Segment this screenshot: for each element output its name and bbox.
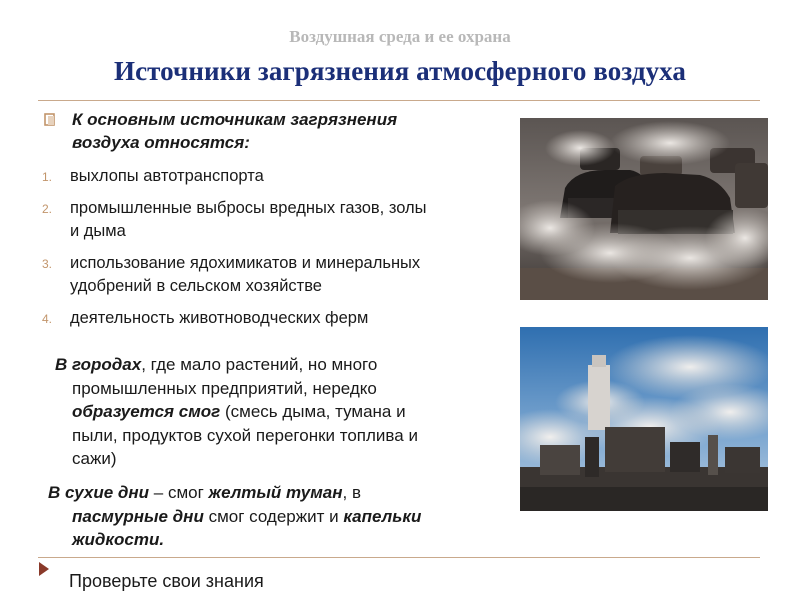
intro-text bbox=[72, 108, 492, 154]
list-item-text: деятельность животноводческих ферм bbox=[70, 309, 369, 327]
bold-term: образуется смог bbox=[72, 402, 221, 421]
cars-exhaust-photo bbox=[520, 118, 768, 300]
bold-term: В городах bbox=[55, 355, 142, 374]
intro-line: К основным источникам загрязнения bbox=[72, 110, 398, 129]
list-item-text: выхлопы автотранспорта bbox=[70, 167, 264, 185]
list-item bbox=[42, 252, 510, 298]
list-item-text: удобрений в сельском хозяйстве bbox=[70, 277, 322, 295]
bold-term: желтый туман bbox=[208, 483, 343, 502]
para-text: промышленных предприятий, нередко bbox=[72, 378, 377, 398]
top-divider bbox=[38, 100, 760, 101]
list-item-text: использование ядохимикатов и минеральных bbox=[70, 254, 421, 272]
city-smog-paragraph bbox=[55, 353, 495, 471]
para-text: (смесь дыма, тумана и bbox=[220, 402, 406, 421]
para-text: смог содержит и bbox=[203, 506, 344, 526]
bullet-icon bbox=[44, 113, 56, 126]
slide-title: Источники загрязнения атмосферного воздуха bbox=[113, 56, 687, 86]
bottom-divider bbox=[38, 557, 760, 558]
list-item-text: промышленные выбросы вредных газов, золы bbox=[70, 199, 427, 217]
smog-types-paragraph bbox=[48, 481, 498, 552]
list-item bbox=[42, 307, 510, 330]
bold-term: жидкости. bbox=[72, 530, 165, 549]
para-text: , в bbox=[342, 483, 361, 502]
list-item bbox=[42, 165, 510, 188]
list-number: 1. bbox=[42, 170, 53, 184]
factory-smoke-photo bbox=[520, 327, 768, 511]
nav-arrow-icon[interactable] bbox=[39, 562, 49, 576]
section-subtitle: Воздушная среда и ее охрана bbox=[289, 27, 511, 46]
list-number: 2. bbox=[42, 202, 53, 216]
list-number: 3. bbox=[42, 257, 53, 271]
para-text: – смог bbox=[149, 483, 209, 502]
list-number: 4. bbox=[42, 312, 53, 326]
para-text: , где мало растений, но много bbox=[141, 355, 378, 374]
bold-term: капельки bbox=[343, 506, 422, 526]
para-text: сажи) bbox=[72, 449, 117, 468]
check-knowledge-link[interactable]: Проверьте свои знания bbox=[69, 571, 264, 591]
list-item-text: и дыма bbox=[70, 222, 126, 240]
para-text: пыли, продуктов сухой перегонки топлива и bbox=[72, 425, 418, 445]
intro-line: воздуха относятся: bbox=[72, 133, 250, 152]
bold-term: В сухие дни bbox=[48, 483, 150, 502]
list-item bbox=[42, 197, 510, 243]
bold-term: пасмурные дни bbox=[72, 506, 204, 526]
